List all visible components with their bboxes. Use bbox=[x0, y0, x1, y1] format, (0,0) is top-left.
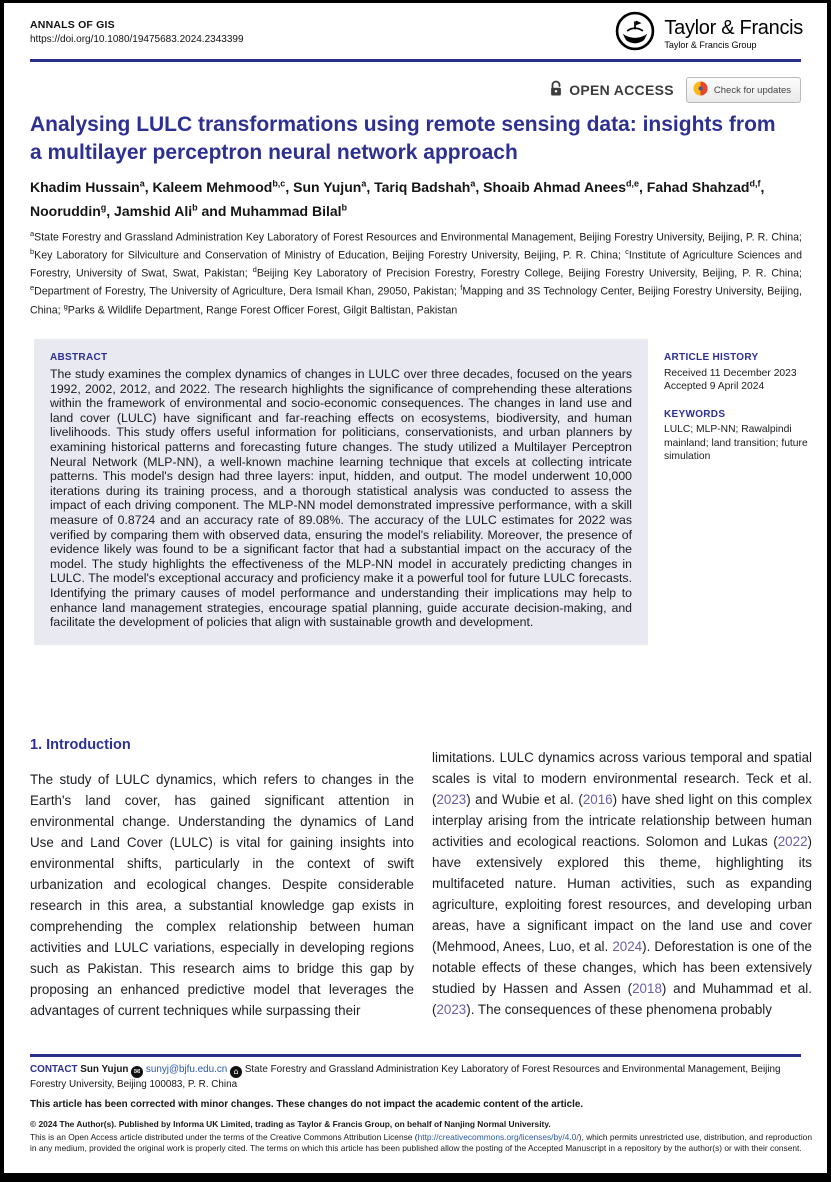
header-divider bbox=[30, 59, 801, 62]
access-row bbox=[549, 77, 801, 103]
keywords-text: LULC; MLP-NN; Rawalpindi mainland; land transition; future simulation bbox=[664, 424, 808, 462]
contact-name: Sun Yujun bbox=[80, 1064, 129, 1075]
author: Jamshid Ali$^b$ and bbox=[114, 202, 231, 220]
copyright-line: © 2024 The Author(s). Published by Informa UK Limited, trading as Taylor & Francis Group, on behalf of Nanjing Normal University. bbox=[30, 1119, 551, 1129]
journal-name: ANNALS OF GIS bbox=[30, 19, 115, 31]
abstract-text: The study examines the complex dynamics of changes in LULC over three decades, focused on the years 1992, 2002, 2012, and 2022. The research highlights the significance of comprehending these alterations within the framework of environmental and socio-economic consequences. The changes in land use and land cover (LULC) have significant and far-reaching effects on ecosystems, biodiversity, and human livelihoods. This study offers useful information for politicians, conservationists, and urban planners by examining historical patterns and forecasting future changes. The study utilized a Multilayer Perceptron Neural Network (MLP-NN), a well-known machine learning technique that excels at collecting intricate patterns. This model's design had three layers: input, hidden, and output. The model underwent 10,000 iterations during its training process, and a thorough statistical analysis was conducted to assess the impact of each driving component. The MLP-NN model demonstrated impressive performance, with a skill measure of 0.8724 and an accuracy rate of 89.08%. The accuracy of the LULC estimates for 2022 was verified by comparing them with observed data, ensuring the model's reliability. Moreover, the presence of evidence likely was found to be a significant factor that had a substantial impact on the accuracy of the model. The study highlights the effectiveness of the MLP-NN model in accurately predicting changes in LULC. The model's exceptional accuracy and proficiency make it a powerful tool for future LULC forecasts. Identifying the primary causes of model performance and understanding their implications may help to enhance land management strategies, encourage spatial planning, guide accurate decision-making, and facilitate the development of policies that align with sustainable growth and development. bbox=[50, 367, 632, 630]
body-text: limitations. LULC dynamics across various temporal and spatial scales is vital to modern environmental research. Teck et al. ( bbox=[432, 750, 812, 807]
received-date: Received 11 December 2023 bbox=[664, 367, 797, 379]
keywords-heading: KEYWORDS bbox=[664, 408, 726, 420]
abstract-heading: ABSTRACT bbox=[50, 352, 108, 363]
doi-link[interactable]: https://doi.org/10.1080/19475683.2024.2343399 bbox=[30, 34, 244, 45]
body-text: ). The consequences of these phenomena probably bbox=[466, 1002, 772, 1017]
license-text: This is an Open Access article distributed under the terms of the Creative Commons Attribution License ( bbox=[30, 1132, 418, 1142]
affiliations: $^a$State Forestry and Grassland Administration Key Laboratory of Forest Resources and Environmental Management, Beijing Forestry University, Beijing, P. R. China; $^b$Key Laboratory for Silviculture and Conservation of Ministry of Education, Beijing Forestry University, Beijing, P. R. China; $^c$Institute of Agriculture Sciences and Forestry, University of Swat, Swat, Pakistan; $^d$Beijing Key Laboratory of Precision Forestry, Forestry College, Beijing Forestry University, Beijing, P. R. China; $^e$Department of Forestry, The University of Agriculture, Dera Ismail Khan, 29050, Pakistan; $^f$Mapping and 3S Technology Center, Beijing Forestry University, Beijing, China; $^g$Parks & Wildlife Department, Range Forest Officer Forest, Gilgit Baltistan, Pakistan bbox=[30, 229, 803, 317]
author: Khadim Hussain$^a$, bbox=[30, 178, 153, 195]
open-access-badge bbox=[549, 80, 674, 100]
footer-divider bbox=[30, 1054, 801, 1057]
article-meta-sidebar bbox=[664, 351, 814, 478]
check-updates-label: Check for updates bbox=[713, 84, 791, 96]
author: Nooruddin$^g$, bbox=[30, 202, 115, 220]
crossmark-icon bbox=[693, 81, 708, 99]
author: Fahad Shahzad$^{d,f}$, bbox=[646, 178, 765, 195]
brand-name: Taylor & Francis bbox=[664, 16, 803, 39]
citation-link[interactable]: 2018 bbox=[632, 981, 662, 996]
article-history-heading: ARTICLE HISTORY bbox=[664, 352, 759, 363]
open-access-label: OPEN ACCESS bbox=[569, 82, 674, 98]
citation-link[interactable]: 2022 bbox=[777, 834, 808, 849]
publisher-brand bbox=[614, 10, 803, 57]
contact-address: State Forestry and Grassland Administration Key Laboratory of Forest Resources and Environmental Management, Beijing Forestry University, Beijing 100083, P. R. China bbox=[30, 1064, 781, 1090]
body-text: ) and Muhammad et al. ( bbox=[432, 981, 812, 1017]
license-text: ), which permits unrestricted use, distribution, and reproduction in any medium, provided the original work is properly cited. The terms on which this article has been published allow the posting of the Accepted Manuscript in a repository by the author(s) or with their consent. bbox=[30, 1132, 813, 1153]
contact-line bbox=[30, 1063, 812, 1092]
author: Tariq Badshah$^a$, bbox=[374, 178, 484, 195]
citation-link[interactable]: 2023 bbox=[436, 792, 467, 807]
author-affil-sup: g bbox=[100, 202, 107, 213]
body-text: ) and Wubie et al. ( bbox=[466, 792, 583, 807]
citation-link[interactable]: 2016 bbox=[582, 792, 613, 807]
license-link[interactable]: http://creativecommons.org/licenses/by/4.0/ bbox=[417, 1132, 579, 1142]
author: Sun Yujun$^a$, bbox=[293, 178, 375, 195]
author-list bbox=[30, 173, 812, 222]
author-affil-sup: b,c bbox=[272, 178, 286, 188]
intro-column-1 bbox=[30, 737, 414, 1021]
author-affil-sup: b bbox=[192, 202, 198, 213]
page-title: Analysing LULC transformations using remote sensing data: insights from a multilayer perceptron neural network approach bbox=[30, 113, 776, 164]
keywords-block bbox=[664, 408, 814, 464]
author-affil-sup: d,f bbox=[749, 178, 761, 188]
email-link[interactable]: sunyj@bjfu.edu.cn bbox=[145, 1064, 228, 1075]
masthead bbox=[30, 19, 244, 45]
author-affil-sup: a bbox=[361, 178, 367, 188]
intro-paragraph-1: The study of LULC dynamics, which refers to changes in the Earth's land cover, has gained significant attention in environmental change. Understanding the dynamics of Land Use and Land Cover (LULC) is vital for gaining insights into environmental shifts, particularly in the context of swift urbanization and ecological changes. Despite considerable research in this area, a substantial knowledge gap exists in comprehending the complex relationship between human activities and LULC variations, especially in developing regions such as Pakistan. This research aims to bridge this gap by proposing an enhanced predictive model that leverages the advantages of current techniques while surpassing their bbox=[30, 772, 414, 1018]
taylor-francis-logo-icon bbox=[614, 10, 656, 57]
citation-link[interactable]: 2024 bbox=[612, 939, 643, 954]
author-affil-sup: a bbox=[139, 178, 145, 188]
author-affil-sup: b bbox=[341, 202, 348, 213]
author: Muhammad Bilal$^b$ bbox=[230, 202, 348, 220]
address-icon: ⌂ bbox=[230, 1066, 242, 1078]
citation-link[interactable]: 2023 bbox=[436, 1002, 467, 1017]
body-text: ) have shed light on this complex interplay arising from the intricate relationship between human activities and ecological reactions. Solomon and Lukas ( bbox=[432, 792, 813, 849]
author: Kaleem Mehmood$^{b,c}$, bbox=[152, 178, 294, 195]
article-history bbox=[664, 351, 814, 394]
accepted-date: Accepted 9 April 2024 bbox=[664, 381, 765, 392]
author: Shoaib Ahmad Anees$^{d,e}$, bbox=[483, 178, 647, 195]
open-lock-icon bbox=[549, 80, 563, 100]
check-updates-button[interactable] bbox=[686, 77, 801, 103]
correction-note: This article has been corrected with minor changes. These changes do not impact the academic content of the article. bbox=[30, 1099, 584, 1110]
copyright-block bbox=[30, 1119, 812, 1154]
email-icon: ✉ bbox=[131, 1066, 143, 1078]
intro-column-2 bbox=[432, 747, 812, 1020]
author-affil-sup: d,e bbox=[626, 178, 640, 188]
intro-heading: 1. Introduction bbox=[30, 737, 131, 753]
brand-group: Taylor & Francis Group bbox=[664, 39, 757, 50]
author-affil-sup: a bbox=[470, 178, 476, 188]
body-text: ). Deforestation is one of the notable effects of these changes, which has been extensively studied by Hassen and Assen ( bbox=[432, 939, 812, 996]
abstract-panel bbox=[34, 339, 648, 645]
body-text: ) have extensively explored this theme, highlighting its multifaceted nature. Human activities, such as expanding agriculture, exploiting forest resources, and developing urban areas, have a significant impact on the land use and cover (Mehmood, Anees, Luo, et al. bbox=[432, 834, 812, 954]
contact-label: CONTACT bbox=[30, 1064, 78, 1075]
